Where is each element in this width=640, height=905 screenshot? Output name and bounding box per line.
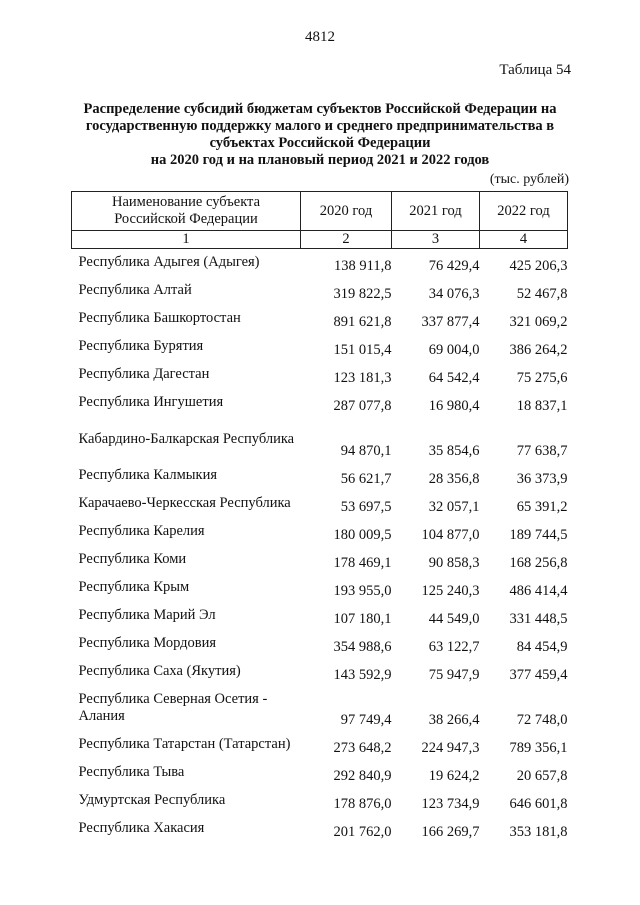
units-label: (тыс. рублей) <box>489 172 569 187</box>
value-2021: 16 980,4 <box>428 397 480 414</box>
header-region: Наименование субъекта Российской Федерации <box>72 192 301 231</box>
value-2022: 65 391,2 <box>516 498 568 515</box>
value-2022: 377 459,4 <box>509 666 568 683</box>
value-2022: 18 837,1 <box>516 397 568 414</box>
value-2021: 76 429,4 <box>428 257 480 274</box>
table-row <box>72 602 568 630</box>
value-2020: 319 822,5 <box>333 285 392 302</box>
header-2022: 2022 год <box>480 192 568 231</box>
value-2021: 123 734,9 <box>421 795 480 812</box>
value-2021: 38 266,4 <box>428 711 480 728</box>
value-2020: 180 009,5 <box>333 526 392 543</box>
value-2022: 20 657,8 <box>516 767 568 784</box>
region-name: Республика Алтай <box>78 282 192 298</box>
table-title <box>65 101 575 169</box>
value-2020: 97 749,4 <box>340 711 392 728</box>
table-row <box>72 731 568 759</box>
value-2022: 646 601,8 <box>509 795 568 812</box>
subsidy-table <box>71 191 568 843</box>
region-name: Республика Дагестан <box>78 366 210 382</box>
region-name: Республика Калмыкия <box>78 467 217 483</box>
value-2020: 53 697,5 <box>340 498 392 515</box>
region-name: Кабардино-Балкарская Республика <box>78 430 295 447</box>
value-2020: 354 988,6 <box>333 638 392 655</box>
value-2022: 189 744,5 <box>509 526 568 543</box>
region-name: Республика Башкортостан <box>78 310 241 326</box>
table-row <box>72 518 568 546</box>
value-2021: 19 624,2 <box>428 767 480 784</box>
value-2022: 36 373,9 <box>516 470 568 487</box>
value-2022: 77 638,7 <box>516 442 568 459</box>
value-2020: 287 077,8 <box>333 397 392 414</box>
region-name: Республика Северная Осетия - Алания <box>78 691 268 724</box>
region-name: Республика Мордовия <box>78 635 217 651</box>
header-2021: 2021 год <box>392 192 480 231</box>
value-2020: 56 621,7 <box>340 470 392 487</box>
value-2021: 64 542,4 <box>428 369 480 386</box>
value-2022: 168 256,8 <box>509 554 568 571</box>
table-row <box>72 361 568 389</box>
value-2021: 69 004,0 <box>428 341 480 358</box>
region-name: Республика Марий Эл <box>78 607 216 623</box>
column-number: 4 <box>480 231 568 249</box>
table-row <box>72 277 568 305</box>
region-name: Республика Тыва <box>78 764 185 780</box>
region-name: Республика Карелия <box>78 523 205 539</box>
value-2021: 224 947,3 <box>421 739 480 756</box>
region-name: Республика Адыгея (Адыгея) <box>78 254 260 271</box>
title-line: субъектах Российской Федерации <box>209 135 431 151</box>
page-number: 4812 <box>305 29 335 45</box>
table-row <box>72 815 568 843</box>
value-2020: 138 911,8 <box>334 257 392 274</box>
value-2022: 789 356,1 <box>509 739 568 756</box>
column-number: 2 <box>301 231 392 249</box>
value-2022: 386 264,2 <box>509 341 568 358</box>
region-name: Республика Ингушетия <box>78 394 224 410</box>
value-2021: 125 240,3 <box>421 582 480 599</box>
table-row <box>72 574 568 602</box>
value-2020: 201 762,0 <box>333 823 392 840</box>
column-number: 1 <box>72 231 301 249</box>
value-2022: 425 206,3 <box>509 257 568 274</box>
title-line: государственную поддержку малого и среднего предпринимательства в <box>85 118 555 134</box>
value-2022: 321 069,2 <box>509 313 568 330</box>
value-2021: 44 549,0 <box>428 610 480 627</box>
value-2020: 178 469,1 <box>333 554 392 571</box>
value-2021: 104 877,0 <box>421 526 480 543</box>
value-2022: 84 454,9 <box>516 638 568 655</box>
table-row <box>72 490 568 518</box>
value-2021: 75 947,9 <box>428 666 480 683</box>
table-row <box>72 686 568 731</box>
value-2022: 353 181,8 <box>509 823 568 840</box>
region-name: Республика Крым <box>78 579 190 595</box>
value-2022: 331 448,5 <box>509 610 568 627</box>
header-row <box>72 192 568 231</box>
value-2021: 90 858,3 <box>428 554 480 571</box>
value-2020: 151 015,4 <box>333 341 392 358</box>
region-name: Республика Бурятия <box>78 338 204 354</box>
value-2021: 34 076,3 <box>428 285 480 302</box>
table-row <box>72 658 568 686</box>
table-row <box>72 389 568 417</box>
value-2022: 52 467,8 <box>516 285 568 302</box>
value-2021: 166 269,7 <box>421 823 480 840</box>
table-row <box>72 630 568 658</box>
table-row <box>72 333 568 361</box>
value-2021: 28 356,8 <box>428 470 480 487</box>
table-row <box>72 759 568 787</box>
value-2020: 273 648,2 <box>333 739 392 756</box>
region-name: Республика Саха (Якутия) <box>78 663 241 679</box>
value-2021: 35 854,6 <box>428 442 480 459</box>
value-2020: 94 870,1 <box>340 442 392 459</box>
title-line: на 2020 год и на плановый период 2021 и 2022 годов <box>150 152 490 168</box>
value-2020: 193 955,0 <box>333 582 392 599</box>
value-2020: 123 181,3 <box>333 369 392 386</box>
value-2021: 337 877,4 <box>421 313 480 330</box>
region-name: Республика Татарстан (Татарстан) <box>78 736 291 752</box>
title-line: Распределение субсидий бюджетам субъектов Российской Федерации на <box>83 101 557 117</box>
value-2020: 143 592,9 <box>333 666 392 683</box>
table-row <box>72 462 568 490</box>
table-row <box>72 546 568 574</box>
table-label: Таблица 54 <box>499 62 571 78</box>
table-row <box>72 305 568 333</box>
region-name: Удмуртская Республика <box>78 792 226 808</box>
region-name: Республика Коми <box>78 551 187 567</box>
value-2020: 292 840,9 <box>333 767 392 784</box>
value-2022: 75 275,6 <box>516 369 568 386</box>
value-2022: 72 748,0 <box>516 711 568 728</box>
value-2022: 486 414,4 <box>509 582 568 599</box>
table-row <box>72 787 568 815</box>
column-number-row <box>72 231 568 249</box>
value-2020: 891 621,8 <box>333 313 392 330</box>
column-number: 3 <box>392 231 480 249</box>
table-row <box>72 249 568 277</box>
value-2021: 32 057,1 <box>428 498 480 515</box>
value-2020: 178 876,0 <box>333 795 392 812</box>
table-row <box>72 417 568 462</box>
region-name: Карачаево-Черкесская Республика <box>78 495 291 511</box>
header-2020: 2020 год <box>301 192 392 231</box>
value-2021: 63 122,7 <box>428 638 480 655</box>
value-2020: 107 180,1 <box>333 610 392 627</box>
region-name: Республика Хакасия <box>78 820 205 836</box>
